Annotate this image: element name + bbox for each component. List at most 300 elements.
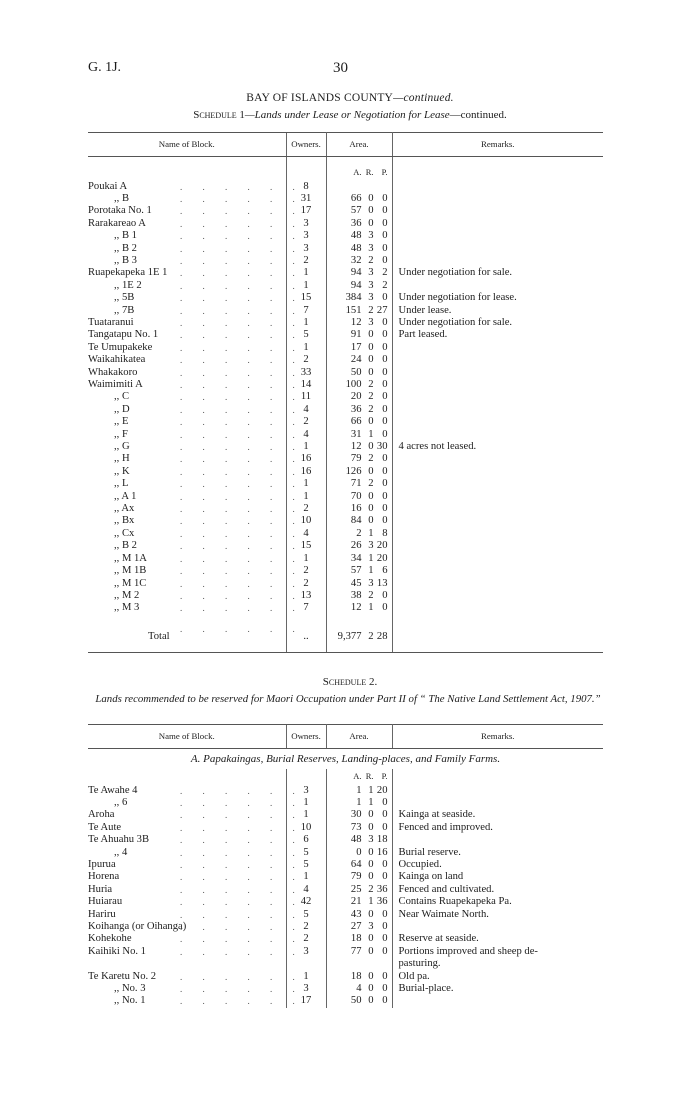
total-perches: 28	[376, 630, 388, 642]
block-name-cell	[88, 970, 295, 983]
area-cell	[326, 590, 392, 602]
roods-value: 1	[368, 527, 374, 539]
perches-value: 0	[382, 391, 388, 403]
block-name-cell	[88, 577, 295, 590]
perches-value: 0	[382, 230, 388, 242]
table-row	[88, 491, 603, 503]
block-name-cell	[88, 515, 295, 527]
area-cell	[326, 578, 392, 590]
acres-value: 43	[350, 908, 362, 920]
table-row	[88, 267, 603, 279]
acres-value: 31	[350, 428, 362, 440]
remarks-cell: Kainga at seaside.	[398, 809, 476, 821]
block-name-cell	[88, 316, 295, 329]
area-cell	[326, 602, 392, 614]
schedule1-suffix: —continued.	[449, 109, 507, 121]
area-cell	[326, 515, 392, 527]
remarks-cell	[392, 280, 603, 292]
acres-value: 12	[350, 602, 362, 614]
table-row	[88, 590, 603, 602]
leader-dots: . . . . . .	[180, 946, 295, 957]
acres-value: 1	[356, 784, 362, 796]
block-name-cell	[88, 983, 295, 995]
total-label-cell	[88, 623, 295, 645]
perches-value: 0	[382, 933, 388, 945]
roods-value: 2	[368, 379, 374, 390]
block-name: ,, B 2	[114, 242, 137, 254]
owners-cell: 10	[286, 822, 326, 834]
table-row	[88, 578, 603, 590]
table-row	[88, 896, 603, 908]
acres-value: 48	[350, 230, 362, 242]
acres-value: 71	[350, 478, 362, 490]
table-row	[88, 391, 603, 403]
roods-value: 1	[368, 602, 374, 614]
roods-value: 0	[368, 515, 374, 527]
owners-cell: 14	[286, 379, 326, 391]
owners-cell: 5	[286, 909, 326, 921]
roods-value: 0	[368, 366, 374, 378]
owners-cell: 33	[286, 367, 326, 379]
block-name-cell	[88, 180, 295, 193]
table-row	[88, 230, 603, 242]
county-title-suffix: —continued.	[393, 92, 454, 104]
block-name: ,, H	[114, 453, 130, 465]
table-row	[88, 871, 603, 883]
schedule1-body	[88, 157, 603, 653]
block-name: ,, A 1	[114, 490, 137, 502]
perches-value: 0	[382, 503, 388, 515]
table-row	[88, 453, 603, 465]
acres-value: 79	[350, 871, 362, 883]
roods-value: 3	[368, 279, 374, 291]
section-a-heading: A. Papakaingas, Burial Reserves, Landing-places, and Family Farms.	[190, 752, 501, 765]
remarks-cell	[392, 243, 603, 255]
acres-value: 32	[350, 254, 362, 266]
block-name-cell	[88, 217, 295, 230]
leader-dots: . . . . . .	[180, 590, 295, 601]
table-row	[88, 181, 603, 193]
acres-value: 17	[350, 341, 362, 353]
perches-value: 0	[382, 602, 388, 614]
roods-value: 1	[368, 896, 374, 908]
remarks-cell: Kainga on land	[398, 871, 464, 883]
roods-value: 0	[368, 908, 374, 920]
block-name: Ruapekapeka 1E 1	[88, 267, 168, 279]
block-name: Hariru	[88, 908, 116, 920]
acres-value: 94	[350, 279, 362, 291]
acres-value: 66	[350, 192, 362, 204]
perches-value: 20	[376, 540, 388, 552]
remarks-cell	[392, 416, 603, 428]
remarks-cell	[392, 491, 603, 503]
table-row	[88, 503, 603, 515]
block-name: Aroha	[88, 809, 115, 821]
table-row	[88, 329, 603, 341]
acres-value: 24	[350, 354, 362, 366]
owners-cell: 2	[286, 565, 326, 577]
roods-value: 2	[368, 304, 374, 316]
owners-cell: 1	[286, 797, 326, 809]
area-cell	[326, 896, 392, 908]
page-number: 30	[333, 60, 348, 76]
leader-dots: . . . . . .	[180, 330, 295, 341]
leader-dots: . . . . . .	[180, 603, 295, 614]
block-name: Waimimiti A	[88, 379, 143, 390]
perches-value: 13	[376, 577, 388, 589]
area-cell	[326, 193, 392, 205]
leader-dots: . . . . . .	[180, 623, 295, 634]
total-label: Total	[148, 630, 170, 642]
table-row	[88, 317, 603, 329]
owners-cell: 7	[286, 602, 326, 614]
acres-value: 50	[350, 995, 362, 1007]
block-name: Tuataranui	[88, 316, 134, 328]
block-name: ,, B 2	[114, 540, 137, 552]
block-name-cell	[88, 465, 295, 478]
roods-value: 0	[368, 416, 374, 428]
area-cell	[326, 429, 392, 441]
unit-roods: R.	[365, 771, 374, 782]
unit-perches: P.	[381, 771, 388, 782]
owners-cell: 4	[286, 404, 326, 416]
owners-cell: 3	[286, 230, 326, 242]
block-name-cell	[88, 540, 295, 552]
area-cell	[326, 971, 392, 983]
block-name-cell	[88, 341, 295, 354]
header-owners: Owners.	[286, 725, 326, 749]
leader-dots: . . . . . .	[180, 541, 295, 552]
block-name-cell	[88, 354, 295, 366]
area-cell	[326, 540, 392, 552]
table-row	[88, 859, 603, 871]
roods-value: 0	[368, 441, 374, 453]
table-row	[88, 834, 603, 846]
area-cell	[326, 785, 392, 797]
area-cell	[326, 466, 392, 478]
block-name-cell	[88, 858, 295, 871]
block-name-cell	[88, 883, 295, 896]
area-cell	[326, 453, 392, 465]
leader-dots: . . . . . .	[180, 404, 295, 415]
area-cell	[326, 909, 392, 921]
area-cell	[326, 797, 392, 809]
leader-dots: . . . . . .	[180, 193, 295, 204]
block-name: ,, M 3	[114, 602, 140, 614]
table-row	[88, 797, 603, 809]
section-heading-row	[88, 749, 603, 769]
perches-value: 0	[382, 254, 388, 266]
county-title	[0, 92, 700, 104]
owners-cell: 11	[286, 391, 326, 403]
roods-value: 3	[368, 292, 374, 304]
roods-value: 2	[368, 589, 374, 601]
county-title-text: BAY OF ISLANDS COUNTY	[246, 92, 394, 104]
owners-cell: 5	[286, 329, 326, 341]
perches-value: 0	[382, 453, 388, 465]
perches-value: 16	[376, 846, 388, 858]
remarks-cell	[392, 367, 603, 379]
perches-value: 2	[382, 267, 388, 279]
leader-dots: . . . . . .	[180, 909, 295, 920]
block-name-cell	[88, 552, 295, 565]
remarks-cell: Under negotiation for sale.	[398, 267, 513, 279]
block-name-cell	[88, 995, 295, 1007]
block-name-cell	[88, 441, 295, 453]
leader-dots: . . . . . .	[180, 996, 295, 1007]
area-cell	[326, 379, 392, 391]
block-name: Te Karetu No. 2	[88, 970, 157, 982]
perches-value: 0	[382, 192, 388, 204]
block-name-cell	[88, 796, 295, 809]
table-row	[88, 971, 603, 983]
block-name: ,, 4	[114, 846, 128, 858]
header-owners: Owners.	[286, 133, 326, 157]
acres-value: 21	[350, 896, 362, 908]
roods-value: 1	[368, 565, 374, 577]
remarks-cell: Under negotiation for lease.	[398, 292, 517, 304]
table-row	[88, 441, 603, 453]
table-row	[88, 884, 603, 896]
roods-value: 0	[368, 970, 374, 982]
block-name: Waikahikatea	[88, 354, 146, 366]
header-remarks: Remarks.	[392, 133, 603, 157]
area-cell	[326, 933, 392, 945]
header-area: Area.	[326, 133, 392, 157]
perches-value: 0	[382, 379, 388, 390]
table-row	[88, 958, 603, 970]
table-row	[88, 416, 603, 428]
owners-cell: 2	[286, 921, 326, 933]
acres-value: 12	[350, 441, 362, 453]
owners-cell	[286, 958, 326, 970]
leader-dots: . . . . . .	[180, 355, 295, 366]
table-row	[88, 218, 603, 230]
remarks-cell: Under lease.	[398, 304, 452, 316]
table-row	[88, 515, 603, 527]
block-name: Rarakareao A	[88, 217, 146, 229]
schedule2-heading: Schedule 2.	[322, 676, 378, 688]
owners-cell: 1	[286, 971, 326, 983]
block-name: ,, C	[114, 391, 130, 403]
remarks-cell	[392, 379, 603, 391]
remarks-cell	[392, 478, 603, 490]
acres-value: 45	[350, 577, 362, 589]
roods-value: 0	[368, 983, 374, 994]
acres-value: 91	[350, 329, 362, 341]
header-name: Name of Block.	[88, 133, 286, 157]
block-name-cell	[88, 230, 295, 242]
roods-value: 1	[368, 428, 374, 440]
acres-value: 48	[350, 834, 362, 846]
block-name: ,, E	[114, 416, 129, 428]
leader-dots: . . . . . .	[180, 491, 295, 502]
perches-value: 20	[376, 552, 388, 564]
leader-dots: . . . . . .	[180, 984, 295, 994]
block-name-cell	[88, 527, 295, 540]
remarks-cell	[392, 921, 603, 933]
acres-value: 1	[356, 796, 362, 808]
acres-value: 0	[356, 846, 362, 858]
area-cell	[326, 305, 392, 317]
area-cell	[326, 218, 392, 230]
leader-dots: . . . . . .	[180, 847, 295, 858]
table-row	[88, 909, 603, 921]
roods-value: 3	[368, 834, 374, 846]
leader-dots: . . . . . .	[180, 810, 295, 821]
area-cell	[326, 958, 392, 970]
block-name-cell	[88, 242, 295, 255]
table-row	[88, 280, 603, 292]
perches-value: 0	[382, 490, 388, 502]
remarks-cell	[392, 466, 603, 478]
table-row	[88, 292, 603, 304]
remarks-cell: 4 acres not leased.	[398, 441, 477, 453]
remarks-cell	[392, 391, 603, 403]
leader-dots: . . . . . .	[180, 797, 295, 808]
block-name-cell	[88, 602, 295, 614]
owners-cell: 3	[286, 946, 326, 958]
area-cell	[326, 230, 392, 242]
area-cell	[326, 329, 392, 341]
remarks-cell	[392, 230, 603, 242]
block-name-cell	[88, 920, 295, 933]
owners-cell: 1	[286, 267, 326, 279]
acres-value: 38	[350, 589, 362, 601]
roods-value: 2	[368, 478, 374, 490]
roods-value: 0	[368, 341, 374, 353]
area-cell	[326, 859, 392, 871]
acres-value: 84	[350, 515, 362, 527]
leader-dots: . . . . . .	[180, 380, 295, 390]
acres-value: 57	[350, 565, 362, 577]
owners-cell: 1	[286, 280, 326, 292]
area-cell	[326, 884, 392, 896]
table-row	[88, 528, 603, 540]
acres-value: 384	[345, 292, 362, 304]
perches-value: 0	[382, 316, 388, 328]
remarks-cell	[392, 785, 603, 797]
leader-dots: . . . . . .	[180, 466, 295, 477]
unit-roods: R.	[365, 167, 374, 178]
table-row	[88, 921, 603, 933]
perches-value: 0	[382, 821, 388, 833]
owners-cell: 1	[286, 317, 326, 329]
owners-cell: 1	[286, 871, 326, 883]
owners-cell: 1	[286, 441, 326, 453]
schedule1-text: —Lands under Lease or Negotiation for Lease	[244, 109, 450, 121]
block-name-cell	[88, 416, 295, 428]
area-cell	[326, 871, 392, 883]
remarks-cell	[392, 205, 603, 217]
block-name-cell	[88, 908, 295, 921]
acres-value: 77	[350, 945, 362, 957]
block-name: ,, F	[114, 428, 128, 440]
total-roods: 2	[368, 630, 374, 642]
schedule2-body	[88, 749, 603, 1008]
area-cell	[326, 921, 392, 933]
remarks-cell	[392, 354, 603, 366]
block-name: ,, G	[114, 441, 130, 453]
area-cell	[326, 404, 392, 416]
table-row	[88, 847, 603, 859]
leader-dots: . . . . . .	[180, 859, 295, 870]
block-name: Ipurua	[88, 858, 116, 870]
area-units-row	[88, 165, 603, 181]
perches-value: 30	[376, 441, 388, 453]
block-name: ,, 6	[114, 796, 128, 808]
owners-cell: 15	[286, 540, 326, 552]
block-name-cell	[88, 958, 286, 970]
table-bottom-rule	[88, 645, 603, 653]
leader-dots: . . . . . .	[180, 268, 295, 279]
roods-value: 2	[368, 391, 374, 403]
perches-value: 0	[382, 205, 388, 217]
block-name: Huria	[88, 883, 113, 895]
perches-value: 0	[382, 329, 388, 341]
acres-value: 64	[350, 858, 362, 870]
owners-cell: 7	[286, 305, 326, 317]
block-name-cell	[88, 254, 295, 267]
area-cell	[326, 847, 392, 859]
area-cell	[326, 391, 392, 403]
area-cell	[326, 255, 392, 267]
remarks-cell: Part leased.	[398, 329, 448, 341]
roods-value: 0	[368, 871, 374, 883]
block-name: ,, Cx	[114, 527, 135, 539]
table-row	[88, 342, 603, 354]
remarks-cell	[392, 590, 603, 602]
block-name-cell	[88, 846, 295, 859]
block-name-cell	[88, 366, 295, 379]
roods-value: 2	[368, 883, 374, 895]
acres-value: 27	[350, 920, 362, 932]
document-reference: G. 1J.	[88, 60, 122, 75]
remarks-cell: Fenced and cultivated.	[398, 883, 495, 895]
table-row	[88, 367, 603, 379]
roods-value: 3	[368, 920, 374, 932]
acres-value: 2	[356, 527, 362, 539]
remarks-cell	[392, 834, 603, 846]
leader-dots: . . . . . .	[180, 429, 295, 440]
table-row	[88, 995, 603, 1007]
table-row	[88, 602, 603, 614]
schedule2-table	[88, 724, 603, 1008]
remarks-cell: Fenced and improved.	[398, 821, 493, 833]
leader-dots: . . . . . .	[180, 305, 295, 316]
remarks-cell: Contains Ruapekapeka Pa.	[398, 896, 512, 908]
acres-value: 151	[345, 304, 362, 316]
block-name-cell	[88, 205, 295, 217]
owners-cell: 31	[286, 193, 326, 205]
roods-value: 0	[368, 846, 374, 858]
remarks-cell: Old pa.	[398, 970, 430, 982]
acres-value: 12	[350, 316, 362, 328]
perches-value: 0	[382, 242, 388, 254]
leader-dots: . . . . . .	[180, 822, 295, 833]
acres-value: 66	[350, 416, 362, 428]
schedule1-table	[88, 132, 603, 653]
leader-dots: . . . . . .	[180, 835, 295, 846]
leader-dots: . . . . . .	[180, 280, 295, 291]
owners-cell: 8	[286, 181, 326, 193]
perches-value: 0	[382, 366, 388, 378]
perches-value: 0	[382, 341, 388, 353]
block-name-cell	[88, 834, 295, 846]
area-cell	[326, 491, 392, 503]
acres-value: 48	[350, 242, 362, 254]
block-name: Horena	[88, 871, 120, 883]
